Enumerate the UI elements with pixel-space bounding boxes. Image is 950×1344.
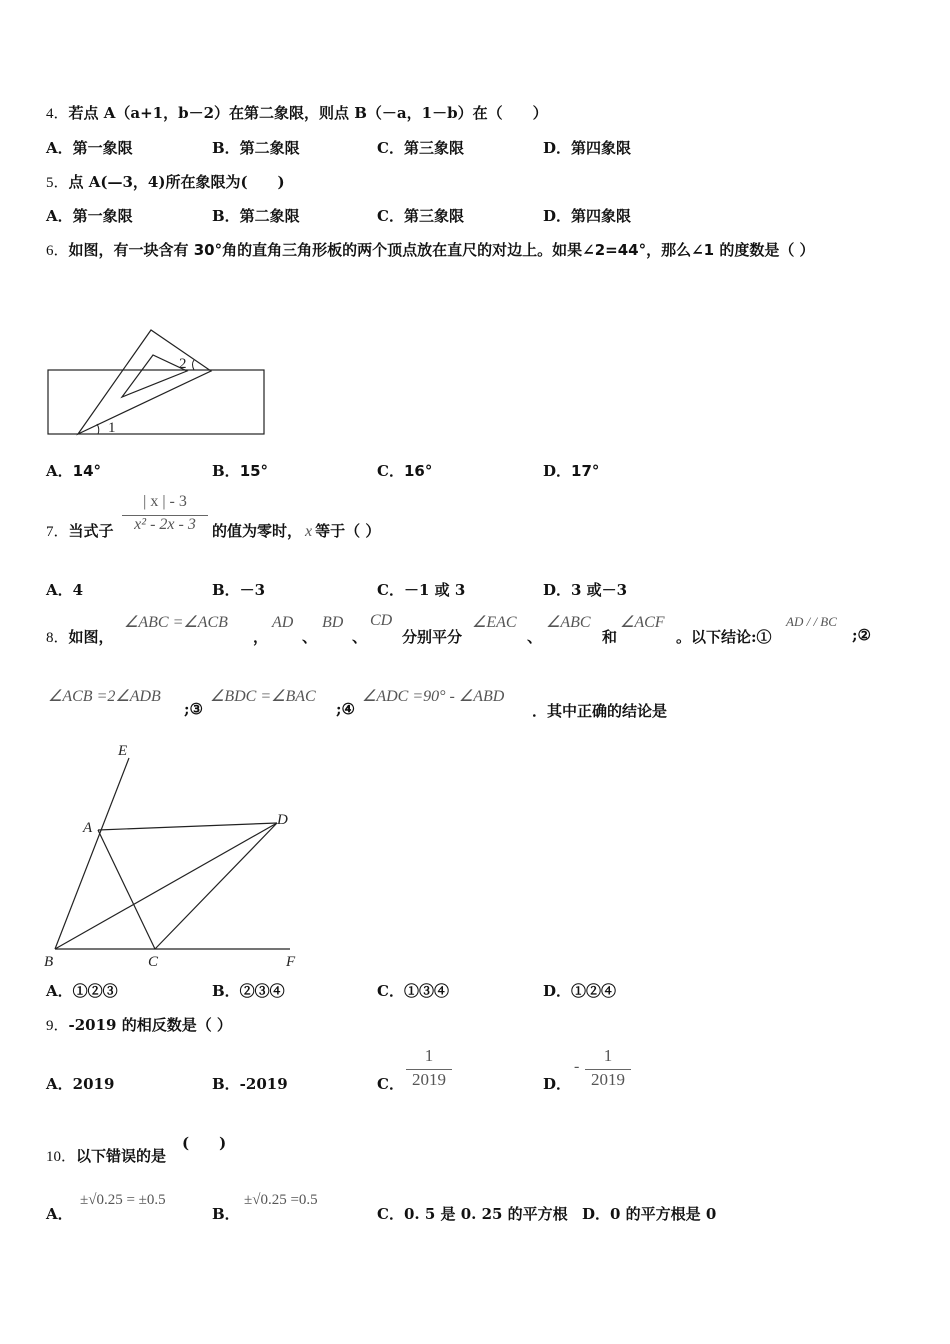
q8-math-6: ∠ABC bbox=[546, 614, 591, 631]
q7-var: x bbox=[305, 523, 313, 540]
q7-numerator: | x | - 3 bbox=[143, 493, 187, 510]
q9-option-d: D． bbox=[543, 1075, 572, 1093]
q6-number: 6． bbox=[46, 243, 69, 259]
q5-option-b: B．第二象限 bbox=[212, 207, 300, 225]
angle1-label: 1 bbox=[108, 420, 116, 436]
q4-option-c: C．第三象限 bbox=[377, 139, 464, 157]
q9-option-a: A．2019 bbox=[46, 1075, 115, 1093]
q6-stem-a: 如图，有一块含有 bbox=[68, 241, 194, 259]
q9-fraction-c bbox=[406, 1046, 452, 1092]
q6-option-d: D．17° bbox=[543, 462, 600, 480]
label-E: E bbox=[118, 743, 128, 759]
q9-option-c: C． bbox=[377, 1075, 404, 1093]
q8-math-4: CD bbox=[370, 612, 393, 629]
q10-paren: ( ) bbox=[182, 1134, 227, 1152]
q9-line bbox=[46, 1014, 232, 1035]
q8-stem-e: ;② bbox=[852, 626, 871, 644]
q8-number: 8． bbox=[46, 630, 69, 646]
q8-math-8: AD / / BC bbox=[786, 614, 837, 629]
q6-option-c: C．16° bbox=[377, 462, 433, 480]
q10-option-a-math: ±√0.25 = ±0.5 bbox=[80, 1192, 166, 1208]
label-A: A bbox=[83, 820, 93, 836]
q7-option-d: D．3 或－3 bbox=[543, 581, 628, 599]
q8-math-7: ∠ACF bbox=[620, 614, 665, 631]
q4-stem: 若点 A（a+1，b－2）在第二象限，则点 B（－a，1－b）在（ ） bbox=[68, 104, 548, 122]
q8-option-c: C．①③④ bbox=[377, 982, 449, 1000]
q8-sep-3: 、 bbox=[352, 628, 368, 646]
q10-option-b-math: ±√0.25 =0.5 bbox=[244, 1192, 318, 1208]
q7-denominator: x² - 2x - 3 bbox=[122, 515, 208, 536]
q8-option-b: B．②③④ bbox=[212, 982, 285, 1000]
q6-stem-b: 30° bbox=[193, 241, 223, 259]
q10-number: 10． bbox=[46, 1149, 77, 1165]
q7-option-a: A．4 bbox=[46, 581, 84, 599]
q9-fraction-d bbox=[585, 1046, 631, 1092]
q7-option-b: B．－3 bbox=[212, 581, 266, 599]
q8-stem-d: 。以下结论:① bbox=[676, 628, 772, 646]
q7-stem-b: 的值为零时， bbox=[212, 522, 303, 540]
q5-option-a: A．第一象限 bbox=[46, 207, 133, 225]
q4-option-d: D．第四象限 bbox=[543, 139, 632, 157]
q4-option-a: A．第一象限 bbox=[46, 139, 133, 157]
q7-number: 7． bbox=[46, 524, 69, 540]
q8-stem-f: ;③ bbox=[184, 700, 203, 718]
q6-stem-f: 1 bbox=[703, 241, 715, 259]
q6-stem-d: 2=44° bbox=[594, 241, 647, 259]
q6-option-b: B．15° bbox=[212, 462, 269, 480]
q10-option-c: C．0. 5 是 0. 25 的平方根 bbox=[377, 1205, 568, 1223]
q6-stem-c: 角的直角三角形板的两个顶点放在直尺的对边上。如果∠ bbox=[222, 241, 595, 259]
q8-math-10: ∠BDC =∠BAC bbox=[210, 688, 316, 705]
q10-option-d: D．0 的平方根是 0 bbox=[582, 1205, 717, 1223]
q8-stem-c: 和 bbox=[602, 628, 618, 646]
q9-c-denominator: 2019 bbox=[406, 1069, 452, 1092]
q6-stem-e: ，那么∠ bbox=[646, 241, 704, 259]
q6-option-a: A．14° bbox=[46, 462, 102, 480]
q5-option-d: D．第四象限 bbox=[543, 207, 632, 225]
q10-stem: 以下错误的是 bbox=[76, 1147, 167, 1165]
q10-line bbox=[46, 1145, 166, 1166]
q9-c-numerator: 1 bbox=[424, 1046, 434, 1065]
q8-stem-h: ．其中正确的结论是 bbox=[532, 702, 668, 720]
q7-stem-c: 等于（ ） bbox=[315, 522, 381, 540]
q8-math-9: ∠ACB =2∠ADB bbox=[48, 688, 161, 705]
q9-d-minus: - bbox=[574, 1058, 580, 1075]
q8-sep-4: 、 bbox=[527, 628, 543, 646]
q8-option-a: A．①②③ bbox=[46, 982, 118, 1000]
label-D: D bbox=[277, 812, 288, 828]
q5-option-c: C．第三象限 bbox=[377, 207, 464, 225]
q6-stem-g: 的度数是（ ） bbox=[714, 241, 815, 259]
q8-stem-a: 如图， bbox=[68, 628, 114, 646]
q4-option-b: B．第二象限 bbox=[212, 139, 300, 157]
angle2-label: 2 bbox=[179, 356, 187, 372]
q9-d-denominator: 2019 bbox=[585, 1069, 631, 1092]
q4-number: 4． bbox=[46, 106, 69, 122]
q8-stem-g: ;④ bbox=[336, 700, 355, 718]
q8-math-5: ∠EAC bbox=[472, 614, 517, 631]
q9-option-b: B．-2019 bbox=[212, 1075, 288, 1093]
q10-option-b: B． bbox=[212, 1205, 240, 1223]
q10-option-a: A． bbox=[46, 1205, 73, 1223]
q7-option-c: C．－1 或 3 bbox=[377, 581, 466, 599]
label-B: B bbox=[44, 954, 54, 970]
q8-stem-b: 分别平分 bbox=[402, 628, 463, 646]
q8-math-1: ∠ABC =∠ACB bbox=[124, 614, 228, 631]
q9-number: 9． bbox=[46, 1018, 69, 1034]
q5-number: 5． bbox=[46, 175, 69, 191]
q8-math-11: ∠ADC =90° - ∠ABD bbox=[362, 688, 505, 705]
q8-sep-1: ， bbox=[253, 628, 269, 646]
q8-sep-2: 、 bbox=[302, 628, 318, 646]
q8-math-2: AD bbox=[272, 614, 294, 631]
q9-d-numerator: 1 bbox=[603, 1046, 613, 1065]
label-C: C bbox=[148, 954, 159, 970]
q8-math-3: BD bbox=[322, 614, 344, 631]
label-F: F bbox=[286, 954, 296, 970]
q5-stem: 点 A(—3，4)所在象限为( ) bbox=[68, 173, 285, 191]
q9-stem: -2019 的相反数是（ ） bbox=[68, 1016, 232, 1034]
q8-option-d: D．①②④ bbox=[543, 982, 617, 1000]
q7-stem-a: 当式子 bbox=[68, 522, 114, 540]
